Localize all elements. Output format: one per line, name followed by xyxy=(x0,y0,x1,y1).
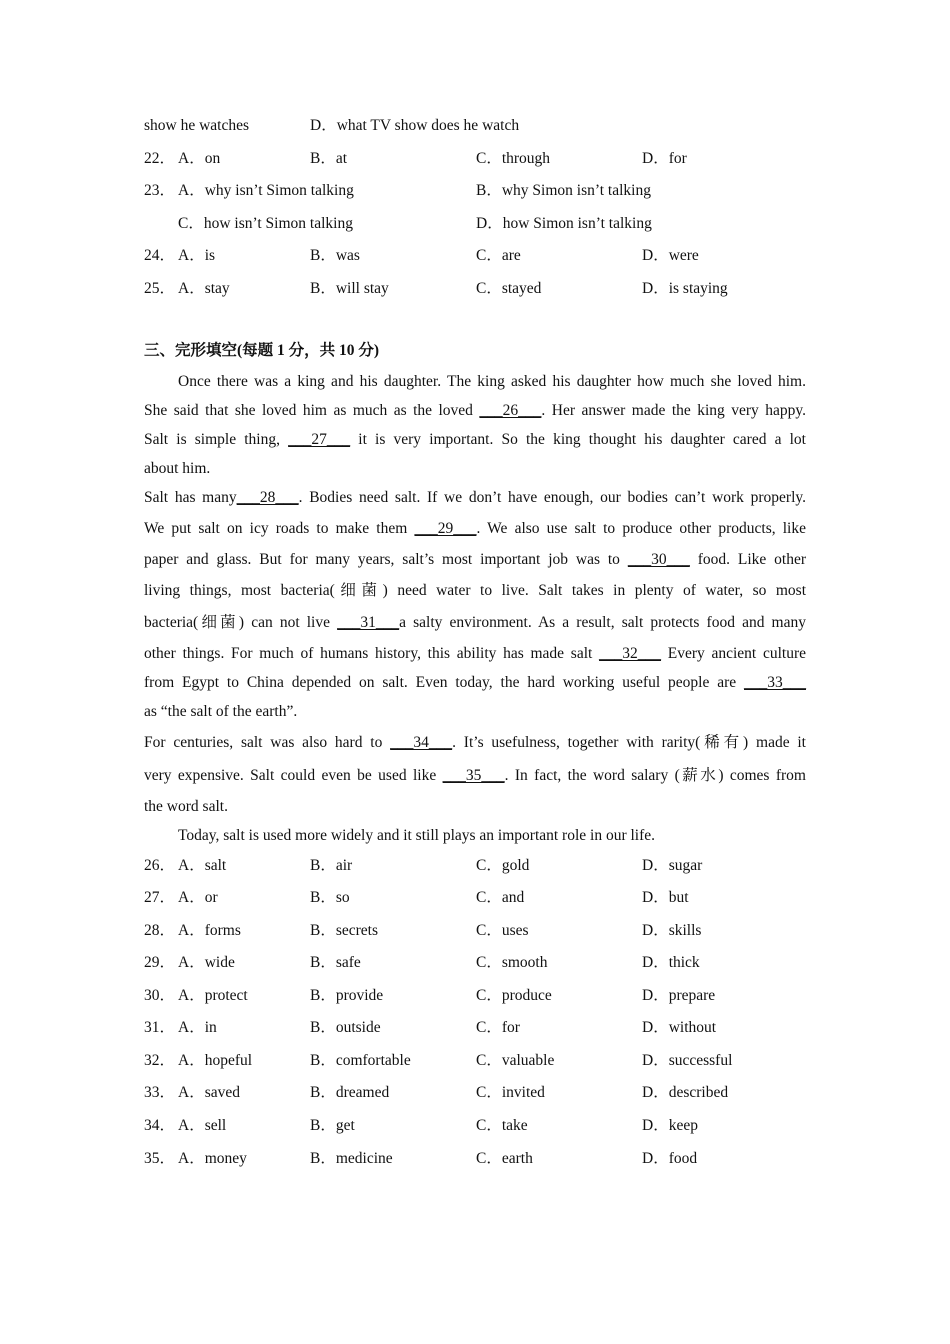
option-a: A．sell xyxy=(178,1117,227,1134)
option-c: C．how isn’t Simon talking xyxy=(178,215,353,232)
option-a: A．or xyxy=(178,889,218,906)
option-c: C．are xyxy=(476,247,521,264)
passage-text: other things. For much of humans history, this ability has made salt xyxy=(144,645,600,662)
option-a: A．salt xyxy=(178,857,227,874)
question-number: 23． xyxy=(144,182,176,199)
option-b: B．at xyxy=(310,150,348,167)
question-number: 34． xyxy=(144,1117,176,1134)
passage-line-12: as “the salt of the earth”. xyxy=(144,703,298,720)
option-c: C．take xyxy=(476,1117,528,1134)
option-c: C．for xyxy=(476,1019,520,1036)
passage-text: from Egypt to China depended on salt. Even today, the hard working useful people are xyxy=(144,674,744,691)
passage-text: . Bodies need salt. If we don’t have enough, our bodies can’t work properly. xyxy=(298,489,807,506)
passage-text: For centuries, salt was also hard to xyxy=(144,734,391,751)
question-number: 22． xyxy=(144,150,176,167)
passage-text: it is very important. So the king thought his daughter cared a lot xyxy=(350,431,806,448)
passage-line-9 xyxy=(144,613,806,633)
option-d: D．how Simon isn’t talking xyxy=(476,215,652,232)
passage-line-10 xyxy=(144,644,806,664)
passage-line-11 xyxy=(144,673,806,693)
option-c: C．produce xyxy=(476,987,552,1004)
blank-33: ___33___ xyxy=(744,674,806,691)
option-b: B．secrets xyxy=(310,922,379,939)
question-number: 29． xyxy=(144,954,176,971)
passage-text: Every ancient culture xyxy=(661,645,806,662)
question-number: 28． xyxy=(144,922,176,939)
option-a: A．on xyxy=(178,150,221,167)
option-d: D．were xyxy=(642,247,699,264)
q21-option-d: D．what TV show does he watch xyxy=(310,117,520,134)
passage-line-15: the word salt. xyxy=(144,798,228,815)
option-d: D．prepare xyxy=(642,987,716,1004)
blank-27: ___27___ xyxy=(288,431,351,448)
passage-text: . Her answer made the king very happy. xyxy=(541,402,806,419)
option-a: A．stay xyxy=(178,280,230,297)
option-d: D．keep xyxy=(642,1117,698,1134)
question-number: 30． xyxy=(144,987,176,1004)
option-d: D．for xyxy=(642,150,687,167)
option-b: B．why Simon isn’t talking xyxy=(476,182,651,199)
question-number: 27． xyxy=(144,889,176,906)
option-d: D．described xyxy=(642,1084,729,1101)
option-c: C．gold xyxy=(476,857,530,874)
option-d: D．thick xyxy=(642,954,700,971)
option-b: B．air xyxy=(310,857,353,874)
option-d: D．skills xyxy=(642,922,702,939)
passage-text: bacteria(细菌) can not live xyxy=(144,614,338,631)
passage-line-16: Today, salt is used more widely and it still plays an important role in our life. xyxy=(178,827,656,844)
blank-32: ___32___ xyxy=(599,645,662,662)
passage-text: She said that she loved him as much as the loved xyxy=(144,402,480,419)
option-d: D．but xyxy=(642,889,689,906)
option-a: A．money xyxy=(178,1150,247,1167)
option-a: A．saved xyxy=(178,1084,240,1101)
option-c: C．stayed xyxy=(476,280,542,297)
passage-text: We put salt on icy roads to make them xyxy=(144,520,415,537)
passage-text: Salt has many xyxy=(144,489,237,506)
option-a: A．protect xyxy=(178,987,248,1004)
question-number: 26． xyxy=(144,857,176,874)
section-heading: 三、完形填空(每题 1 分，共 10 分) xyxy=(144,342,380,359)
passage-text: Salt is simple thing, xyxy=(144,431,289,448)
passage-text: very expensive. Salt could even be used like xyxy=(144,767,443,784)
passage-line-14 xyxy=(144,766,806,786)
option-c: C．uses xyxy=(476,922,529,939)
question-number: 24． xyxy=(144,247,176,264)
option-c: C．earth xyxy=(476,1150,533,1167)
option-c: C．invited xyxy=(476,1084,545,1101)
blank-35: ___35___ xyxy=(442,767,505,784)
question-number: 31． xyxy=(144,1019,176,1036)
passage-line-2 xyxy=(144,401,806,421)
question-number: 25． xyxy=(144,280,176,297)
passage-text: paper and glass. But for many years, salt’s most important job was to xyxy=(144,551,628,568)
option-c: C．and xyxy=(476,889,525,906)
option-b: B．will stay xyxy=(310,280,389,297)
q21-option-c-tail: show he watches xyxy=(144,117,250,134)
option-b: B．safe xyxy=(310,954,361,971)
option-a: A．is xyxy=(178,247,216,264)
option-b: B．dreamed xyxy=(310,1084,390,1101)
passage-line-7 xyxy=(144,550,806,570)
option-a: A．why isn’t Simon talking xyxy=(178,182,354,199)
passage-line-1: Once there was a king and his daughter. The king asked his daughter how much she loved him. xyxy=(178,373,806,390)
blank-34: ___34___ xyxy=(390,734,453,751)
option-b: B．so xyxy=(310,889,350,906)
option-d: D．is staying xyxy=(642,280,728,297)
option-d: D．food xyxy=(642,1150,698,1167)
blank-29: ___29___ xyxy=(414,520,477,537)
question-number: 32． xyxy=(144,1052,176,1069)
option-a: A．wide xyxy=(178,954,235,971)
passage-text: a salty environment. As a result, salt protects food and many xyxy=(399,614,806,631)
option-d: D．without xyxy=(642,1019,717,1036)
passage-line-4: about him. xyxy=(144,460,211,477)
question-number: 35． xyxy=(144,1150,176,1167)
option-b: B．outside xyxy=(310,1019,381,1036)
option-b: B．get xyxy=(310,1117,355,1134)
option-d: D．sugar xyxy=(642,857,703,874)
passage-text: . It’s usefulness, together with rarity(稀有) made it xyxy=(452,734,806,751)
passage-line-3 xyxy=(144,430,806,450)
blank-30: ___30___ xyxy=(627,551,690,568)
option-b: B．provide xyxy=(310,987,384,1004)
blank-31: ___31___ xyxy=(337,614,400,631)
option-d: D．successful xyxy=(642,1052,733,1069)
passage-line-6 xyxy=(144,519,806,539)
passage-line-5 xyxy=(144,488,806,508)
blank-28: ___28___ xyxy=(236,489,299,506)
option-c: C．smooth xyxy=(476,954,548,971)
option-b: B．medicine xyxy=(310,1150,393,1167)
option-a: A．in xyxy=(178,1019,217,1036)
passage-line-13 xyxy=(144,733,806,753)
passage-text: food. Like other xyxy=(689,551,807,568)
option-b: B．was xyxy=(310,247,360,264)
option-b: B．comfortable xyxy=(310,1052,411,1069)
option-a: A．hopeful xyxy=(178,1052,253,1069)
option-c: C．valuable xyxy=(476,1052,555,1069)
option-a: A．forms xyxy=(178,922,241,939)
passage-text: . In fact, the word salary (薪水) comes from xyxy=(504,767,806,784)
passage-text: . We also use salt to produce other products, like xyxy=(476,520,806,537)
passage-line-8: living things, most bacteria(细菌) need water to live. Salt takes in plenty of water, so most xyxy=(144,582,806,599)
blank-26: ___26___ xyxy=(479,402,542,419)
question-number: 33． xyxy=(144,1084,176,1101)
option-c: C．through xyxy=(476,150,551,167)
